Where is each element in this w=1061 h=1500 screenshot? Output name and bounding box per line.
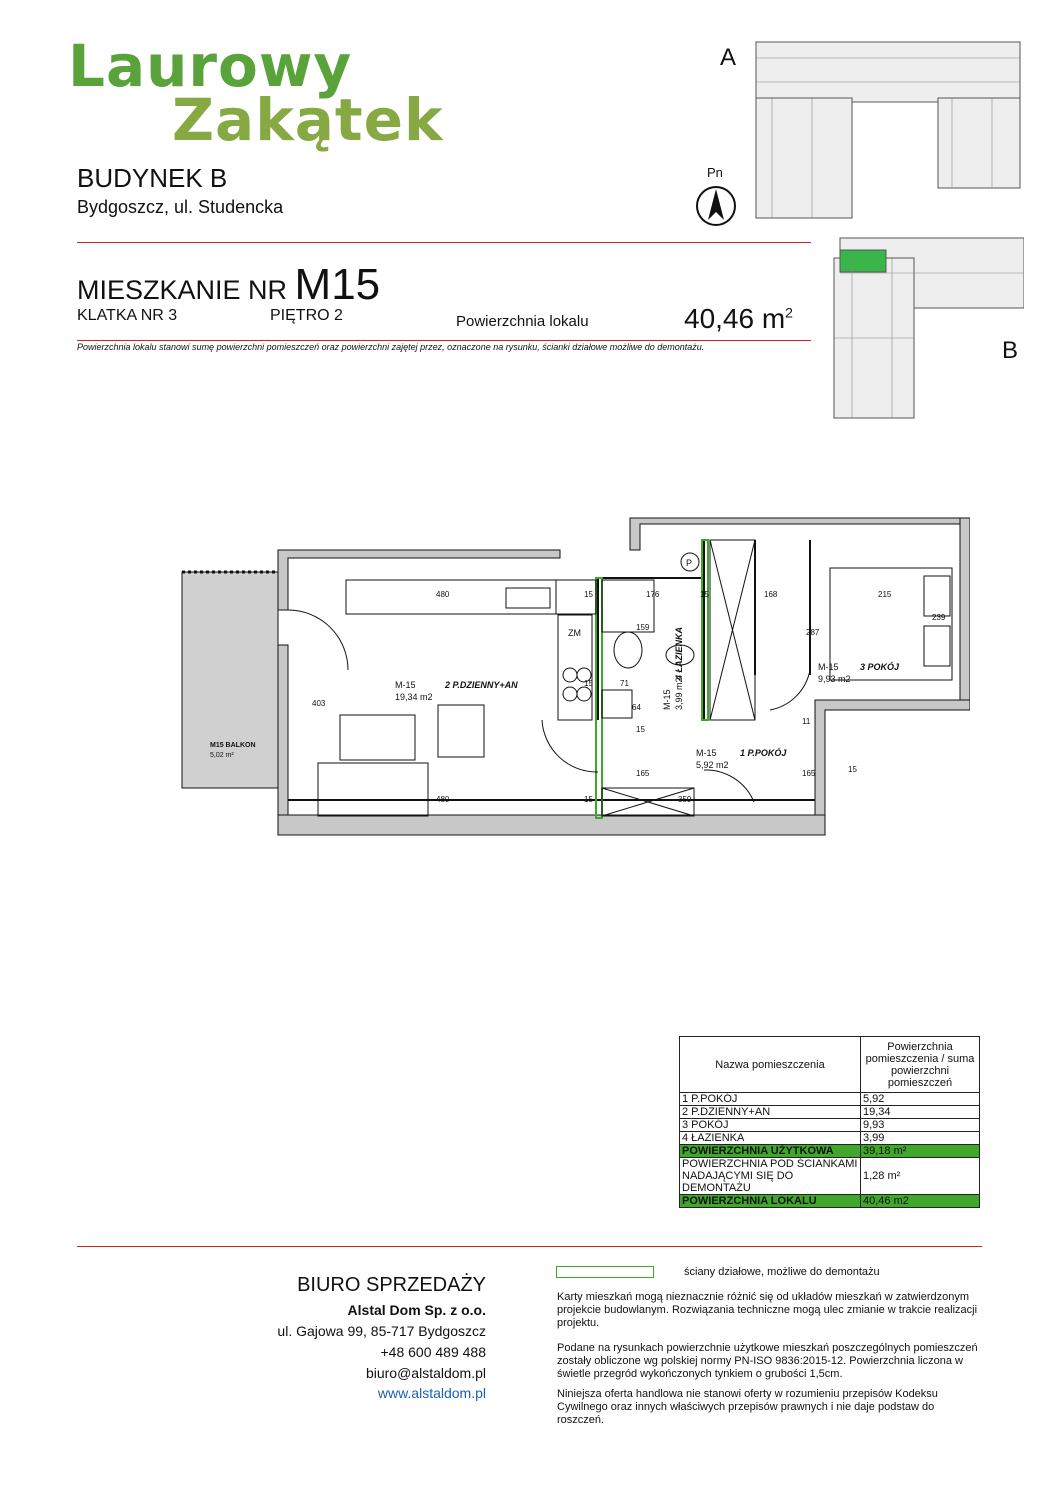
area-note: Powierzchnia lokalu stanowi sumę powierzchni pomieszczeń oraz powierzchni zajętej przez, oznaczone na rysunku, ścianki działowe możliwe do demontażu. [77,342,705,352]
key-plan-image [752,38,1024,428]
table-row: 3 POKÓJ 9,93 [680,1119,980,1132]
keyplan-label-b: B [1002,337,1019,364]
dim-label: 159 [636,623,650,632]
area-value: 40,46 $m^2$ [684,303,793,334]
header-rule [77,242,811,243]
room-name: 3 POKÓJ [860,662,900,672]
dim-label: 176 [646,590,660,599]
dim-label: 359 [678,795,692,804]
dim-label: 15 [584,795,593,804]
north-label: Pn [707,165,723,180]
table-row: 1 P.POKÓJ 5,92 [680,1093,980,1106]
apartment-heading [77,260,380,310]
room-area: 3,99 m2 [674,677,684,710]
dim-label: 165 [636,769,650,778]
disclaimer: Niniejsza oferta handlowa nie stanowi oferty w rozumieniu przepisów Kodeksu Cywilnego oraz innych właściwych przepisów prawnych i nie daje podstaw do roszczeń. [557,1388,938,1426]
boiler-label: P [686,558,693,568]
dim-label: 215 [878,590,892,599]
room-id: M-15 [662,689,672,710]
note-rule [77,340,811,341]
logo-line-2: Zakątek [172,86,444,154]
dim-label: 15 [700,590,709,599]
dim-label: 15 [636,725,645,734]
keyplan-label-a: A [720,44,737,71]
table-row-total: POWIERZCHNIA LOKALU 40,46 m2 [680,1195,980,1208]
rooms-table [679,1036,980,1208]
dim-label: 15 [584,590,593,599]
dim-label: 15 [584,679,593,688]
room-id: M-15 [696,748,717,758]
building-title: BUDYNEK B [77,163,228,193]
dim-label: 71 [620,679,629,688]
office-phone: +48 600 489 488 [380,1344,486,1360]
room-id: M-15 [818,662,839,672]
balcony-area: 5,02 m² [210,752,234,759]
office-web[interactable]: www.alstaldom.pl [377,1385,486,1401]
dim-label: 403 [312,699,326,708]
room-name: 2 P.DZIENNY+AN [445,680,518,690]
table-row-walls: POWIERZCHNIA POD ŚCIANKAMI NADAJĄCYMI SIĘ DO DEMONTAŻU 1,28 m² [680,1158,980,1195]
room-area: 19,34 m2 [395,692,433,702]
office-company: Alstal Dom Sp. z o.o. [347,1302,486,1318]
dim-label: 239 [932,613,946,622]
floor: PIĘTRO 2 [270,307,343,324]
fridge-label: ZM [568,628,581,638]
balcony-name: M15 BALKON [210,742,256,749]
apartment-number: M15 [294,260,381,309]
table-row: 4 ŁAZIENKA 3,99 [680,1132,980,1145]
dim-label: 15 [848,765,857,774]
dim-label: 480 [436,795,450,804]
dim-label: 480 [436,590,450,599]
office-title: BIURO SPRZEDAŻY [297,1274,486,1296]
room-id: M-15 [395,680,416,690]
staircase: KLATKA NR 3 [77,307,178,324]
office-email[interactable]: biuro@alstaldom.pl [365,1365,486,1381]
legend-text: ściany działowe, możliwe do demontażu [684,1266,880,1278]
dim-label: 165 [802,769,816,778]
room-name: 1 P.POKÓJ [740,748,787,758]
apartment-label: MIESZKANIE NR [77,275,288,305]
disclaimer: Karty mieszkań mogą nieznacznie różnić się od układów mieszkań w zatwierdzonym projekcie budowlanym. Rozwiązania techniczne mogą ulec zmianie w trakcie realizacji projektu. [557,1291,978,1329]
room-area: 5,92 m2 [696,760,729,770]
dim-label: 287 [806,628,820,637]
dim-label: 11 [802,717,811,726]
table-row-usable: POWIERZCHNIA UŻYTKOWA 39,18 m² [680,1145,980,1158]
floor-plan [170,510,970,840]
room-name: 4 ŁAZIENKA [674,626,684,680]
logo-line-1: Laurowy [68,32,353,100]
room-area: 9,93 m2 [818,674,851,684]
area-label: Powierzchnia lokalu [456,313,589,330]
footer-rule [77,1246,982,1247]
north-arrow-icon [694,184,738,228]
dim-label: 64 [632,703,641,712]
table-header: Powierzchnia pomieszczenia / suma powierzchni pomieszczeń [861,1037,980,1093]
table-header: Nazwa pomieszczenia [680,1037,861,1093]
disclaimer: Podane na rysunkach powierzchnie użytkowe mieszkań poszczególnych pomieszczeń zostały obliczone wg polskiej normy PN-ISO 9836:2015-12. Powierzchnia liczona w świetle przegród wykończonych tynkiem o grubości 1,5cm. [557,1342,978,1380]
table-row: 2 P.DZIENNY+AN 19,34 [680,1106,980,1119]
building-address: Bydgoszcz, ul. Studencka [77,197,284,217]
dim-label: 168 [764,590,778,599]
legend-swatch [556,1266,654,1278]
office-street: ul. Gajowa 99, 85-717 Bydgoszcz [277,1323,486,1339]
